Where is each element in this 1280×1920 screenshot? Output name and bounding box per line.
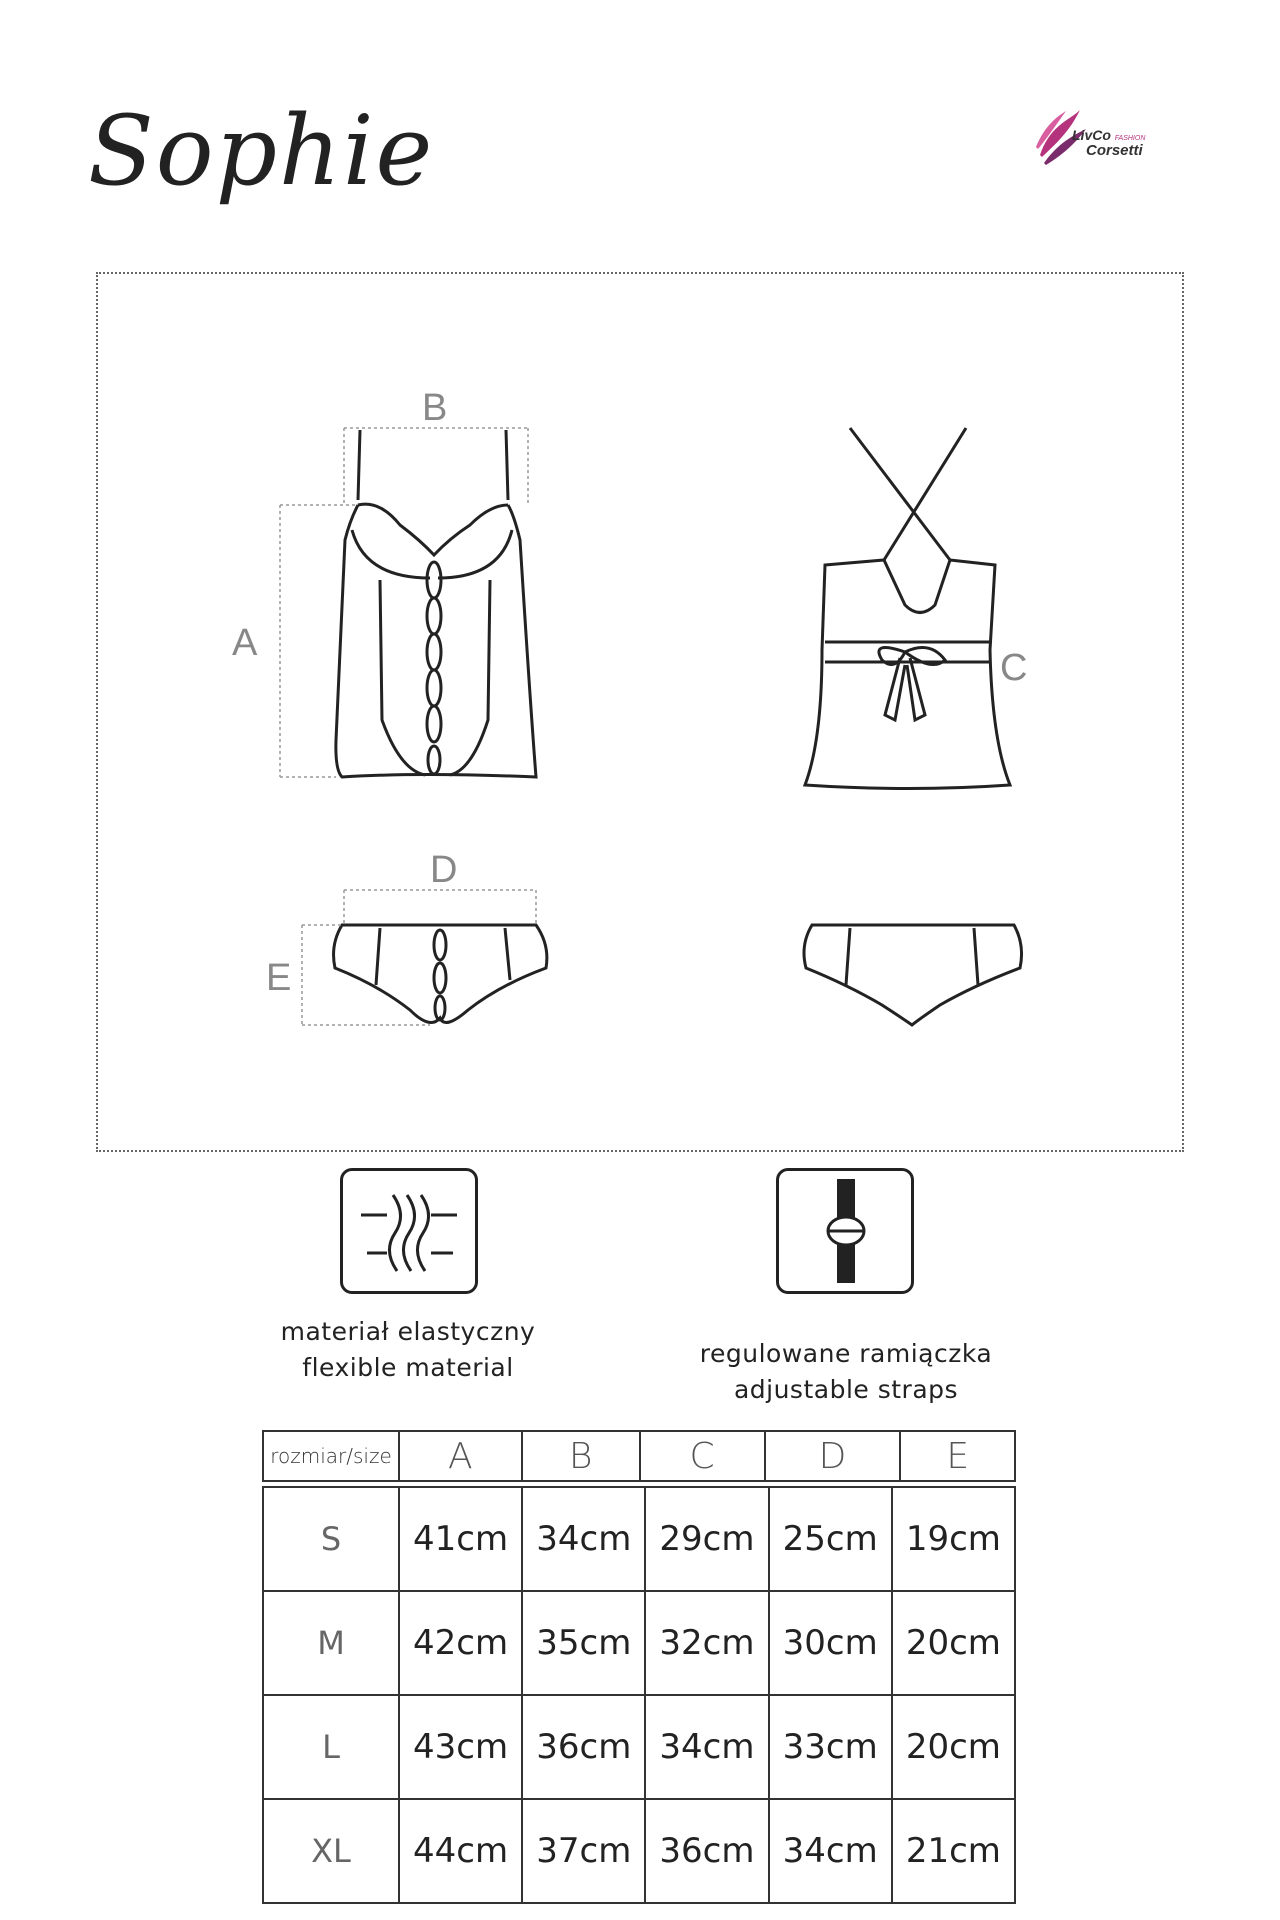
feature-straps-en: adjustable straps xyxy=(733,1375,959,1404)
size-header-cell: E xyxy=(900,1431,1015,1481)
measure-cell: 32cm xyxy=(645,1591,768,1695)
table-row xyxy=(263,1591,1015,1695)
size-header-cell: C xyxy=(640,1431,765,1481)
measure-cell: 20cm xyxy=(892,1695,1015,1799)
measure-cell: 19cm xyxy=(892,1487,1015,1591)
brand-line1: LivCo FASHION xyxy=(1072,127,1146,143)
feature-elastic-pl: materiał elastyczny xyxy=(280,1317,536,1346)
measure-cell: 34cm xyxy=(769,1799,892,1903)
size-header-cell: D xyxy=(765,1431,901,1481)
dimension-label-d: D xyxy=(430,849,458,891)
feature-straps-pl: regulowane ramiączka xyxy=(699,1339,993,1368)
dimension-label-c: C xyxy=(1000,647,1028,689)
size-header-cell: B xyxy=(522,1431,640,1481)
size-cell: M xyxy=(263,1591,399,1695)
measure-cell: 36cm xyxy=(522,1695,645,1799)
measure-cell: 34cm xyxy=(645,1695,768,1799)
measure-cell: 25cm xyxy=(769,1487,892,1591)
measure-cell: 30cm xyxy=(769,1591,892,1695)
measure-cell: 21cm xyxy=(892,1799,1015,1903)
measure-cell: 43cm xyxy=(399,1695,522,1799)
feature-straps-text xyxy=(666,1336,1026,1408)
size-table xyxy=(262,1486,1016,1904)
brand-line2: Corsetti xyxy=(1086,142,1143,159)
table-row xyxy=(263,1695,1015,1799)
size-table-header xyxy=(262,1430,1016,1482)
table-row xyxy=(263,1487,1015,1591)
measure-cell: 20cm xyxy=(892,1591,1015,1695)
strap-buckle-icon xyxy=(779,1171,911,1291)
measure-cell: 36cm xyxy=(645,1799,768,1903)
camisole-back-drawing xyxy=(805,428,1010,789)
table-row xyxy=(263,1799,1015,1903)
product-title: Sophie xyxy=(88,95,435,207)
size-header-cell: rozmiar/size xyxy=(263,1431,399,1481)
feature-elastic-text xyxy=(228,1314,588,1386)
measure-cell: 29cm xyxy=(645,1487,768,1591)
feature-elastic-en: flexible material xyxy=(302,1353,514,1382)
measure-cell: 44cm xyxy=(399,1799,522,1903)
adjustable-strap-icon xyxy=(776,1168,914,1294)
size-cell: XL xyxy=(263,1799,399,1903)
wavy-lines-icon xyxy=(343,1171,475,1291)
panty-back-drawing xyxy=(804,925,1022,1025)
camisole-front-drawing xyxy=(336,430,536,777)
size-header-cell: A xyxy=(399,1431,522,1481)
measure-cell: 37cm xyxy=(522,1799,645,1903)
dimension-label-b: B xyxy=(422,387,448,429)
size-cell: S xyxy=(263,1487,399,1591)
dimension-lines-panty xyxy=(302,890,536,1025)
dimension-label-a: A xyxy=(232,622,258,664)
measure-cell: 42cm xyxy=(399,1591,522,1695)
panty-front-drawing xyxy=(334,925,547,1023)
size-cell: L xyxy=(263,1695,399,1799)
elastic-material-icon xyxy=(340,1168,478,1294)
measure-cell: 33cm xyxy=(769,1695,892,1799)
measure-cell: 34cm xyxy=(522,1487,645,1591)
dimension-label-e: E xyxy=(266,957,292,999)
measure-cell: 35cm xyxy=(522,1591,645,1695)
measure-cell: 41cm xyxy=(399,1487,522,1591)
